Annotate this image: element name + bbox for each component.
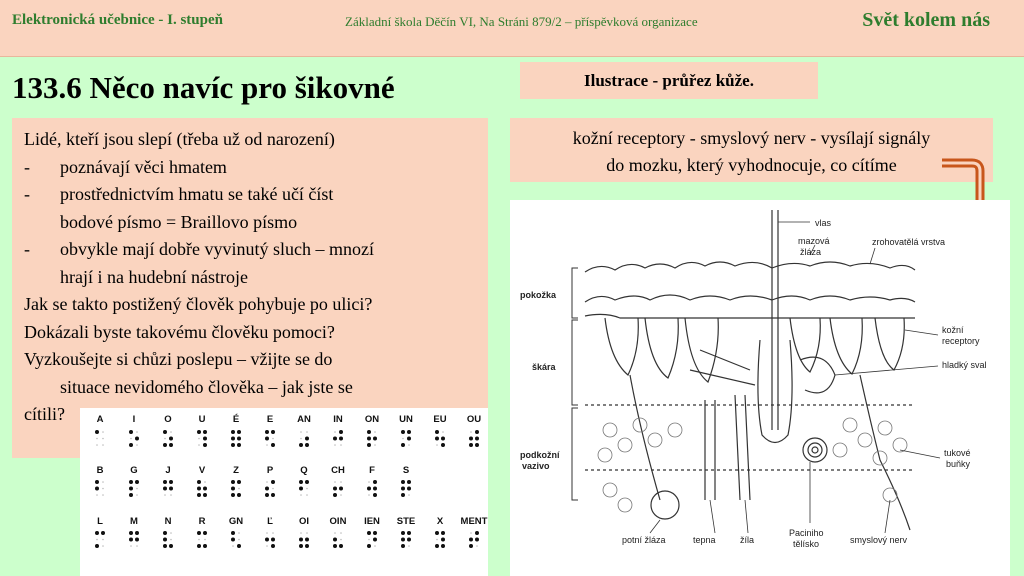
braille-dot [169,443,173,447]
braille-dot [407,487,411,491]
braille-dot [203,487,207,491]
bullet-2 [24,181,484,209]
braille-dot [102,545,104,547]
braille-dot [367,544,371,548]
braille-dot [265,493,269,497]
braille-chart [80,408,488,576]
braille-label: Z [233,465,239,476]
braille-label: CH [331,465,345,476]
braille-dot [197,430,201,434]
braille-dot [265,437,269,441]
braille-dot [441,544,445,548]
braille-dot [265,487,269,491]
braille-dot [129,443,133,447]
braille-dot [96,494,98,496]
label-teliso: tělísko [793,539,820,549]
braille-dot [136,494,138,496]
braille-dot [272,532,274,534]
header-subject: Svět kolem nás [862,9,990,31]
braille-dot [163,487,167,491]
braille-dot [163,531,167,535]
braille-dot [164,494,166,496]
braille-dot [305,437,309,441]
braille-dot [237,430,241,434]
braille-dot [299,480,303,484]
braille-dot [435,531,439,535]
label-bunky: buňky [946,459,971,469]
braille-label: U [198,414,206,425]
braille-label: MENT [460,516,488,527]
header-school: Základní škola Děčín VI, Na Stráni 879/2 – příspěvková organizace [345,14,698,29]
label-smyslovy: smyslový nerv [850,535,908,545]
braille-dot [340,532,342,534]
label-skara: škára [532,362,556,372]
braille-dot [475,538,479,542]
braille-dot [305,538,309,542]
question-3-cont: situace nevidomého člověka – jak jste se [60,376,353,397]
label-pokozka: pokožka [520,290,557,300]
braille-dot [271,443,275,447]
label-zlaza: žláza [800,247,822,257]
braille-dot [407,538,411,542]
braille-dot [135,538,139,542]
braille-label: V [198,465,206,476]
label-tepna: tepna [693,535,716,545]
braille-dot [170,494,172,496]
braille-dot [374,444,376,446]
braille-label: E [266,414,274,425]
braille-dot [475,430,479,434]
braille-dot [197,531,201,535]
braille-dot [408,444,410,446]
braille-label: GN [228,516,244,527]
braille-dot [231,531,235,535]
braille-dot [299,487,303,491]
braille-label: F [369,465,375,476]
braille-dot [265,538,269,542]
braille-dot [333,538,337,542]
bullet-text: obvykle mají dobře vyvinutý sluch – mnozí [60,239,374,259]
braille-label: B [96,465,104,476]
braille-dot [95,531,99,535]
braille-dot [339,430,343,434]
header-left: Elektronická učebnice - I. stupeň [12,12,223,28]
braille-dot [169,480,173,484]
braille-label: A [96,414,104,425]
braille-dot [231,443,235,447]
braille-label: P [266,465,274,476]
braille-dot [129,493,133,497]
bullet-1 [24,154,484,182]
braille-dot [266,481,268,483]
braille-dot [402,438,404,440]
braille-dot [129,531,133,535]
braille-dot [339,544,343,548]
braille-dot [136,488,138,490]
label-kozni: kožní [942,325,964,335]
braille-dot [102,488,104,490]
braille-dot [305,480,309,484]
braille-dot [163,430,167,434]
braille-label: M [130,516,138,527]
question-3-end: cítili? [24,404,65,424]
braille-dot [339,487,343,491]
braille-dot [197,480,201,484]
braille-dot [401,443,405,447]
braille-dot [272,488,274,490]
braille-dot [238,488,240,490]
braille-dot [408,545,410,547]
braille-dot [238,532,240,534]
braille-dot [334,532,336,534]
braille-dot [136,431,138,433]
braille-dot [306,488,308,490]
braille-dot [170,431,172,433]
braille-label: IEN [364,516,380,527]
braille-dot [373,538,377,542]
braille-dot [401,487,405,491]
text-content [24,126,484,429]
braille-dot [266,444,268,446]
illustration-label: Ilustrace - průřez kůže. [520,62,818,99]
intro-line: Lidé, kteří jsou slepí (třeba už od narození) [24,129,335,149]
braille-label: I [132,414,136,425]
braille-dot [340,481,342,483]
braille-dot [231,430,235,434]
label-vazivo: vazivo [522,461,550,471]
braille-dot [333,487,337,491]
label-podkozni: podkožní [520,450,560,460]
question-1: Jak se takto postižený člověk pohybuje po ulici? [24,294,373,314]
braille-label: IN [333,414,343,425]
text-panel [12,118,488,458]
braille-dot [300,532,302,534]
braille-dot [367,487,371,491]
braille-dot [170,539,172,541]
braille-dot [469,443,473,447]
braille-dot [197,487,201,491]
braille-label: G [130,465,138,476]
braille-dot [367,443,371,447]
braille-dot [299,544,303,548]
braille-dot [271,480,275,484]
braille-dot [441,531,445,535]
braille-label: X [436,516,444,527]
braille-dot [305,544,309,548]
braille-dot [367,430,371,434]
page-title: 133.6 Něco navíc pro šikovné [12,70,395,105]
braille-dot [237,443,241,447]
braille-dot [169,487,173,491]
braille-dot [333,437,337,441]
braille-label: EU [433,414,447,425]
braille-dot [368,481,370,483]
braille-dot [95,480,99,484]
braille-dot [129,538,133,542]
braille-dot [136,545,138,547]
braille-dot [334,481,336,483]
braille-dot [163,544,167,548]
braille-dot [96,444,98,446]
bullet-2-cont: bodové písmo = Braillovo písmo [60,211,298,232]
braille-dot [203,430,207,434]
braille-label: OIN [329,516,347,527]
braille-dot [300,431,302,433]
braille-dot [373,493,377,497]
braille-dot [374,545,376,547]
braille-label: ON [364,414,380,425]
braille-dot [265,430,269,434]
braille-dot [95,430,99,434]
braille-dot [306,431,308,433]
braille-dot [401,538,405,542]
braille-label: É [232,414,240,425]
braille-dot [169,544,173,548]
braille-dot [130,438,132,440]
braille-dot [129,487,133,491]
braille-dot [203,437,207,441]
braille-label: Ľ [267,516,273,527]
bullet-3-cont: hrají i na hudební nástroje [60,266,248,287]
braille-dot [271,430,275,434]
braille-dot [102,539,104,541]
braille-dot [96,438,98,440]
braille-dot [129,480,133,484]
braille-dot [231,538,235,542]
braille-dot [271,538,275,542]
braille-dot [401,493,405,497]
braille-dot [299,538,303,542]
braille-dot [231,480,235,484]
braille-dot [135,437,139,441]
receptor-info-box [510,118,993,182]
braille-dot [203,443,207,447]
braille-dot [475,437,479,441]
braille-dot [231,437,235,441]
braille-dot [373,437,377,441]
braille-dot [401,480,405,484]
label-vlas: vlas [815,218,832,228]
braille-dot [373,487,377,491]
braille-dot [135,480,139,484]
label-paciniho: Paciniho [789,528,824,538]
bullet-dash: - [24,239,30,259]
braille-dot [238,539,240,541]
braille-label: Q [300,465,308,476]
receptor-info-line1: kožní receptory - smyslový nerv - vysílají signály [572,128,931,148]
braille-dot [435,430,439,434]
braille-dot [266,545,268,547]
braille-dot [334,431,336,433]
skin-cross-section [510,200,1010,576]
braille-label: OI [298,516,310,527]
braille-dot [305,443,309,447]
braille-dot [102,481,104,483]
braille-dot [469,544,473,548]
braille-dot [475,531,479,535]
label-zila: žíla [740,535,755,545]
braille-dot [441,437,445,441]
braille-row-1 [95,414,481,447]
braille-dot [436,444,438,446]
braille-dot [237,493,241,497]
braille-dot [339,437,343,441]
braille-dot [197,544,201,548]
braille-dot [266,532,268,534]
braille-dot [469,538,473,542]
braille-dot [102,431,104,433]
braille-dot [299,443,303,447]
braille-dot [169,437,173,441]
bullet-text: poznávají věci hmatem [60,156,227,177]
braille-dot [198,539,200,541]
braille-dot [374,431,376,433]
braille-dot [163,443,167,447]
braille-label: AN [297,414,311,425]
question-3: Vyzkoušejte si chůzi poslepu – vžijte se do [24,349,333,369]
braille-dot [203,531,207,535]
braille-label: J [165,465,171,476]
braille-label: S [402,465,410,476]
braille-dot [401,430,405,434]
braille-dot [197,493,201,497]
braille-dot [237,480,241,484]
braille-row-2 [95,465,411,497]
braille-dot [367,437,371,441]
braille-label: N [164,516,172,527]
braille-dot [470,431,472,433]
braille-label: UN [399,414,413,425]
braille-dot [96,539,98,541]
braille-dot [136,444,138,446]
braille-dot [102,444,104,446]
braille-dot [306,532,308,534]
braille-row-3 [95,516,488,548]
braille-dot [232,545,234,547]
braille-dot [164,438,166,440]
braille-dot [407,531,411,535]
braille-dot [340,539,342,541]
braille-dot [340,494,342,496]
braille-dot [170,532,172,534]
braille-dot [373,480,377,484]
braille-label: R [198,516,206,527]
braille-dot [163,538,167,542]
braille-dot [373,531,377,535]
braille-dot [204,481,206,483]
braille-label: STE [396,516,416,527]
braille-dot [300,494,302,496]
braille-dot [237,544,241,548]
braille-label: O [164,414,172,425]
braille-dot [130,545,132,547]
braille-dot [334,444,336,446]
braille-dot [475,443,479,447]
braille-dot [300,438,302,440]
braille-dot [401,544,405,548]
braille-dot [470,532,472,534]
braille-label: L [97,516,103,527]
braille-dot [95,544,99,548]
braille-dot [408,494,410,496]
braille-dot [476,545,478,547]
braille-dot [204,539,206,541]
label-zrohovatela: zrohovatělá vrstva [872,237,946,247]
braille-dot [407,480,411,484]
braille-dot [441,538,445,542]
bullet-dash: - [24,156,30,177]
braille-dot [367,531,371,535]
braille-dot [441,443,445,447]
header-bar [0,0,1024,57]
braille-dot [333,493,337,497]
braille-dot [203,493,207,497]
question-2: Dokázali byste takovému člověku pomoci? [24,321,335,342]
braille-dot [231,487,235,491]
braille-dot [435,437,439,441]
braille-dot [163,480,167,484]
braille-dot [271,544,275,548]
braille-dot [237,437,241,441]
bullet-3 [24,236,484,264]
braille-dot [340,444,342,446]
braille-dot [129,430,133,434]
receptor-info-line2: do mozku, který vyhodnocuje, co cítíme [606,155,897,175]
braille-dot [368,494,370,496]
bullet-dash: - [24,184,30,204]
braille-dot [95,487,99,491]
braille-dot [469,437,473,441]
braille-dot [407,437,411,441]
braille-label: OU [466,414,482,425]
label-tukove: tukové [944,448,971,458]
braille-dot [407,430,411,434]
braille-dot [435,544,439,548]
label-mazova: mazová [798,236,830,246]
bullet-text: prostřednictvím hmatu se také učí číst [60,184,334,204]
braille-dot [272,438,274,440]
braille-dot [198,438,200,440]
braille-dot [333,544,337,548]
braille-dot [442,431,444,433]
braille-dot [135,531,139,535]
braille-dot [436,539,438,541]
braille-dot [102,494,104,496]
braille-dot [102,438,104,440]
label-hladky: hladký sval [942,360,987,370]
braille-dot [306,494,308,496]
braille-dot [101,531,105,535]
braille-dot [203,544,207,548]
label-potni: potní žláza [622,535,666,545]
braille-dot [198,444,200,446]
braille-dot [271,493,275,497]
label-receptory: receptory [942,336,980,346]
braille-dot [401,531,405,535]
braille-dot [368,539,370,541]
braille-dot [231,493,235,497]
